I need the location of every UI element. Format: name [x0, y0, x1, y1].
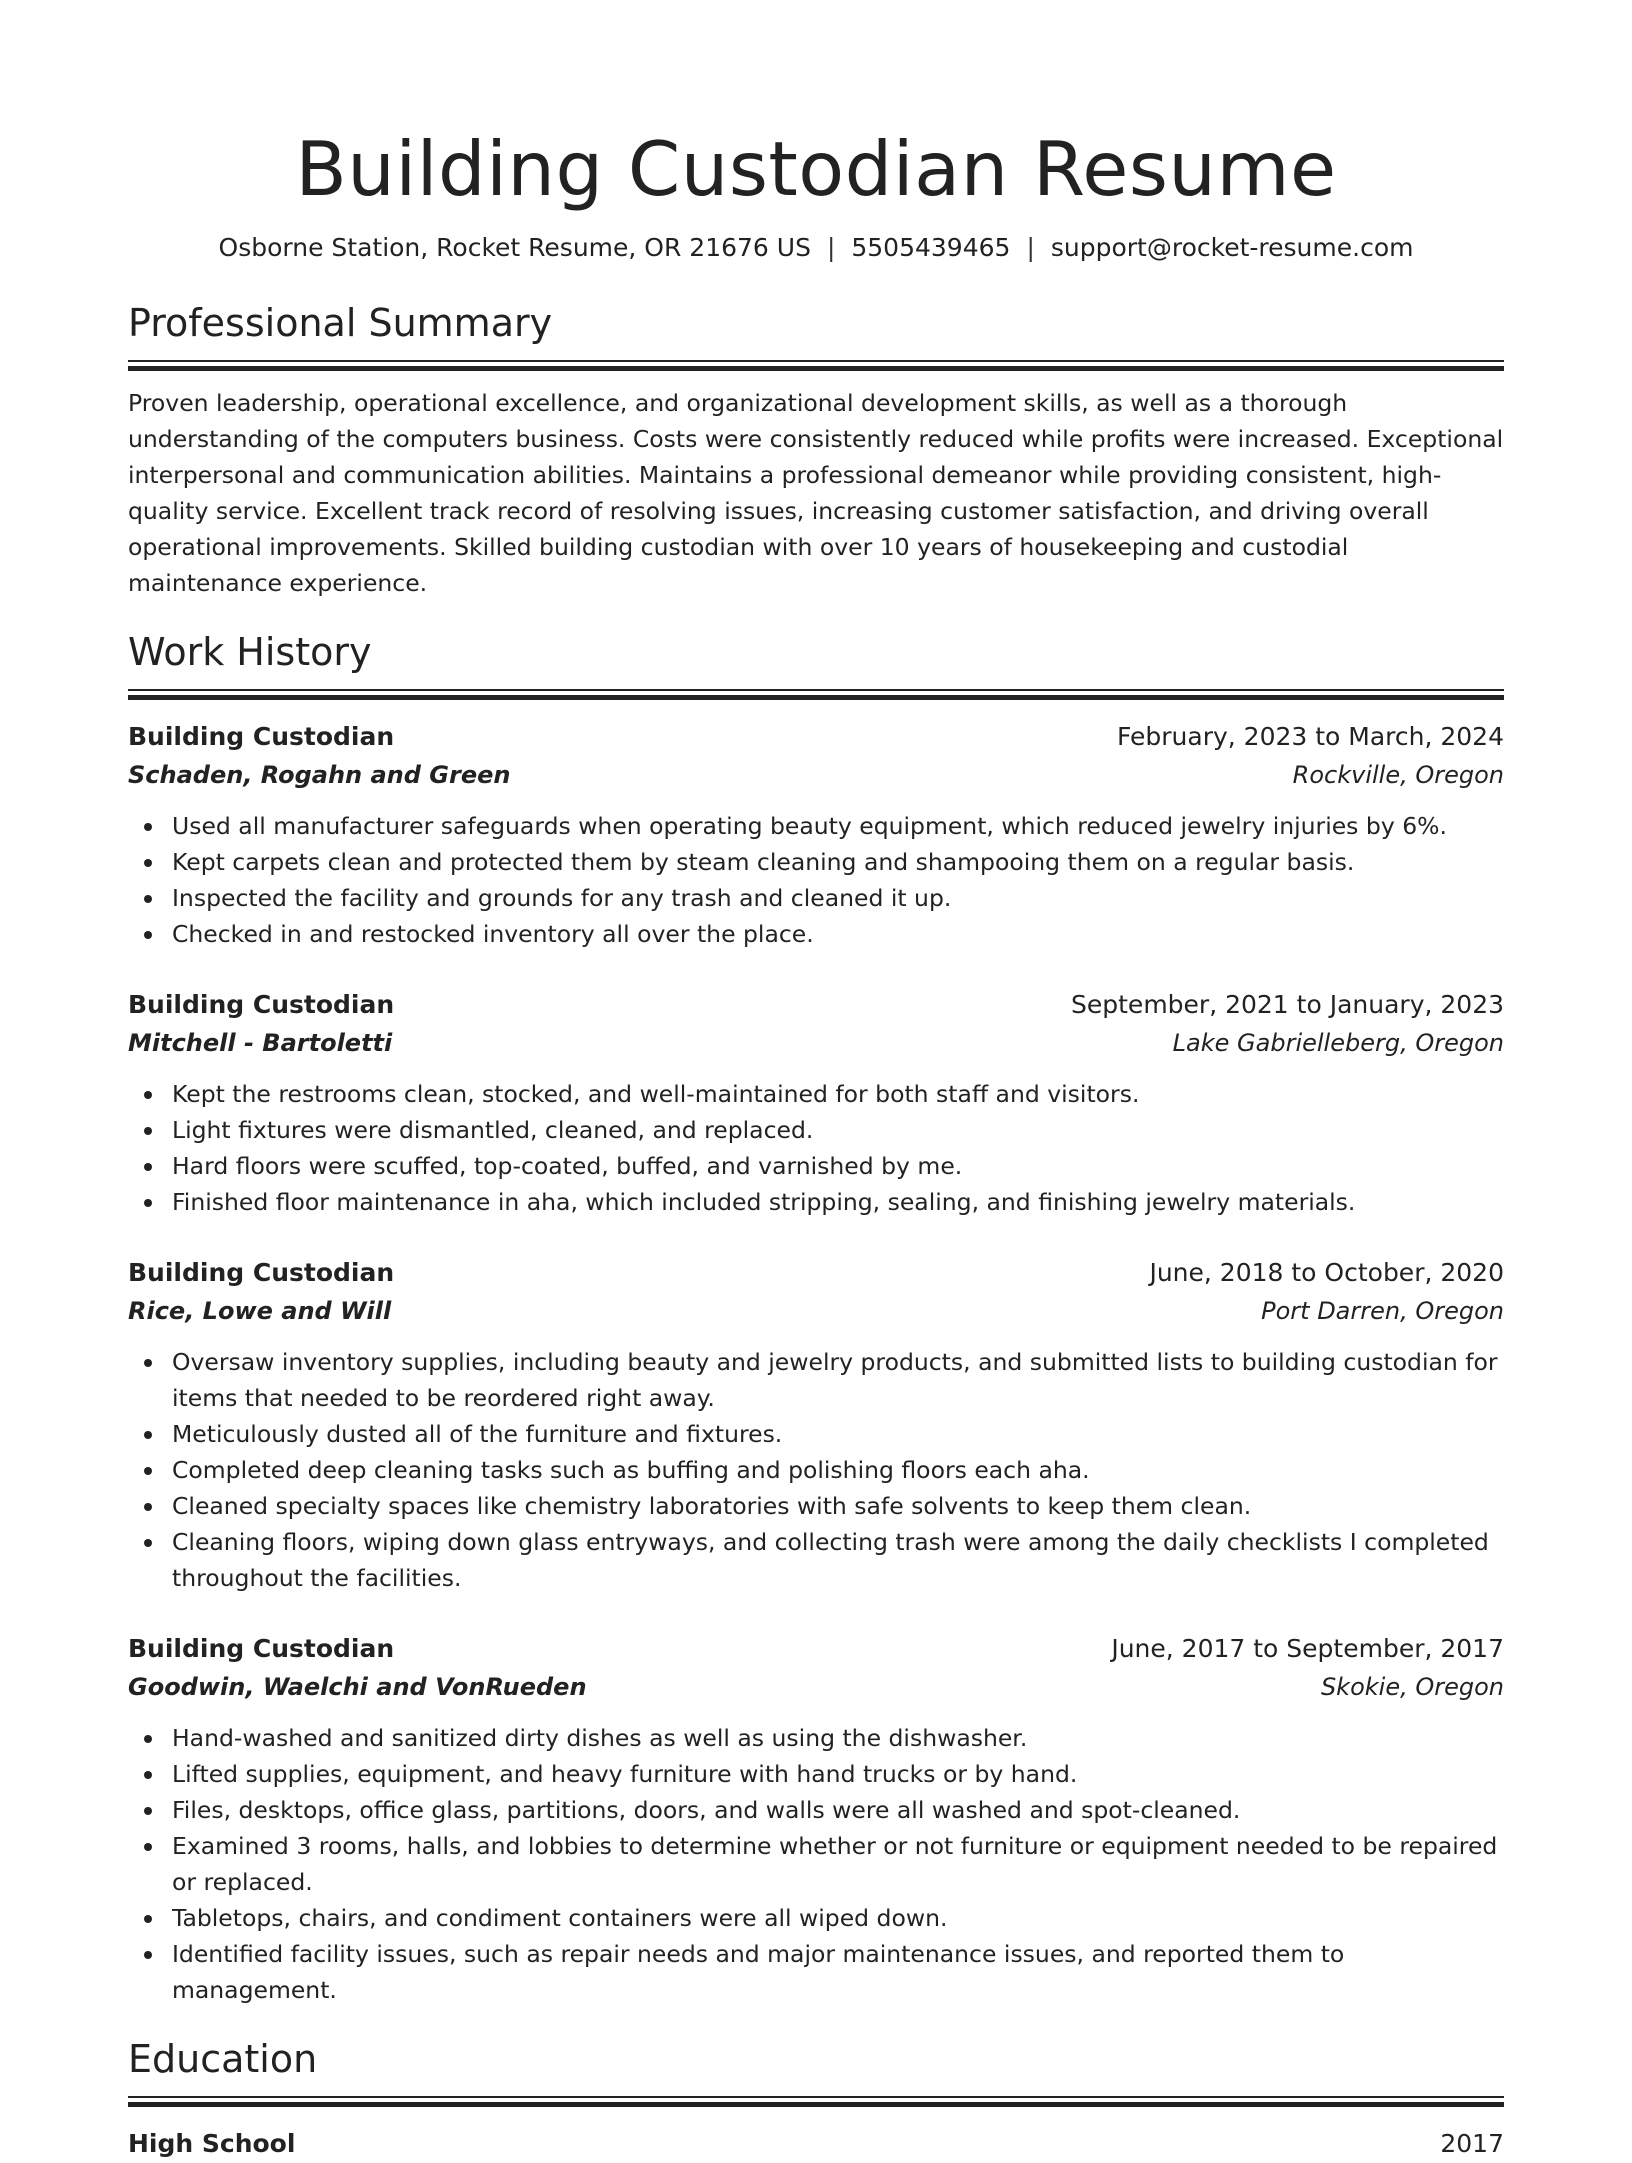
section-divider [128, 360, 1504, 371]
job-bullet: Files, desktops, office glass, partitions, doors, and walls were all washed and spot-cleaned. [128, 1792, 1504, 1828]
job-bullet: Cleaned specialty spaces like chemistry laboratories with safe solvents to keep them clean. [128, 1488, 1504, 1524]
job-bullet: Meticulously dusted all of the furniture and fixtures. [128, 1416, 1504, 1452]
job-bullet-list [128, 1344, 1504, 1596]
section-heading: Professional Summary [128, 301, 553, 345]
job-bullet: Oversaw inventory supplies, including beauty and jewelry products, and submitted lists to building custodian for items that needed to be reordered right away. [128, 1344, 1504, 1416]
contact-separator: | [826, 233, 836, 262]
section-heading: Education [128, 2037, 318, 2081]
job-entry [128, 718, 1504, 952]
job-location: Skokie, Oregon [1320, 1673, 1504, 1701]
job-bullet: Inspected the facility and grounds for any trash and cleaned it up. [128, 880, 1504, 916]
job-header-row [128, 1630, 1504, 1668]
education-year: 2017 [1440, 2129, 1504, 2158]
job-dates: June, 2017 to September, 2017 [1111, 1634, 1504, 1663]
job-bullet: Cleaning floors, wiping down glass entryways, and collecting trash were among the daily checklists I completed throughout the facilities. [128, 1524, 1504, 1596]
job-bullet: Hard floors were scuffed, top-coated, buffed, and varnished by me. [128, 1148, 1504, 1184]
job-bullet: Checked in and restocked inventory all over the place. [128, 916, 1504, 952]
job-bullet: Used all manufacturer safeguards when operating beauty equipment, which reduced jewelry injuries by 6%. [128, 808, 1504, 844]
education-section [128, 2036, 1504, 2163]
job-bullet: Completed deep cleaning tasks such as buffing and polishing floors each aha. [128, 1452, 1504, 1488]
job-dates: February, 2023 to March, 2024 [1116, 722, 1504, 751]
job-company-row [128, 756, 1504, 794]
job-bullet: Light fixtures were dismantled, cleaned, and replaced. [128, 1112, 1504, 1148]
summary-text: Proven leadership, operational excellence, and organizational development skills, as well as a thorough understanding of the computers business. Costs were consistently reduced while profits were increased. Exceptional interpersonal and communication abilities. Maintains a professional demeanor while providing consistent, high-quality service. Excellent track record of resolving issues, increasing customer satisfaction, and driving overall operational improvements. Skilled building custodian with over 10 years of housekeeping and custodial maintenance experience. [128, 389, 1504, 597]
job-company: Rice, Lowe and Will [128, 1297, 392, 1325]
job-bullet: Identified facility issues, such as repair needs and major maintenance issues, and reported them to management. [128, 1936, 1504, 2008]
resume-title: Building Custodian Resume [295, 125, 1337, 213]
job-header-row [128, 986, 1504, 1024]
job-title: Building Custodian [128, 990, 395, 1019]
job-bullet: Kept the restrooms clean, stocked, and well-maintained for both staff and visitors. [128, 1076, 1504, 1112]
job-bullet: Finished floor maintenance in aha, which included stripping, sealing, and finishing jewelry materials. [128, 1184, 1504, 1220]
education-header-row [128, 2125, 1504, 2163]
job-title: Building Custodian [128, 722, 395, 751]
section-divider [128, 2096, 1504, 2107]
job-bullet-list [128, 808, 1504, 952]
job-company: Goodwin, Waelchi and VonRueden [128, 1673, 587, 1701]
contact-address: Osborne Station, Rocket Resume, OR 21676 US [218, 233, 811, 262]
section-divider [128, 689, 1504, 700]
job-entry [128, 1630, 1504, 2008]
professional-summary-section [128, 300, 1504, 601]
job-company-row [128, 1668, 1504, 1706]
contact-line [128, 232, 1504, 264]
job-company: Schaden, Rogahn and Green [128, 761, 511, 789]
job-entry [128, 1254, 1504, 1596]
education-entry [128, 2125, 1504, 2163]
job-bullet: Kept carpets clean and protected them by steam cleaning and shampooing them on a regular basis. [128, 844, 1504, 880]
section-heading: Work History [128, 630, 372, 674]
job-title: Building Custodian [128, 1634, 395, 1663]
job-company-row [128, 1292, 1504, 1330]
job-bullet: Examined 3 rooms, halls, and lobbies to determine whether or not furniture or equipment needed to be repaired or replaced. [128, 1828, 1504, 1900]
job-header-row [128, 1254, 1504, 1292]
job-bullet: Tabletops, chairs, and condiment containers were all wiped down. [128, 1900, 1504, 1936]
job-company: Mitchell - Bartoletti [128, 1029, 393, 1057]
work-history-section [128, 629, 1504, 2008]
job-bullet: Lifted supplies, equipment, and heavy furniture with hand trucks or by hand. [128, 1756, 1504, 1792]
job-bullet: Hand-washed and sanitized dirty dishes as well as using the dishwasher. [128, 1720, 1504, 1756]
job-location: Port Darren, Oregon [1261, 1297, 1504, 1325]
resume-page [128, 0, 1504, 2163]
job-location: Rockville, Oregon [1292, 761, 1504, 789]
job-bullet-list [128, 1076, 1504, 1220]
job-header-row [128, 718, 1504, 756]
job-dates: June, 2018 to October, 2020 [1149, 1258, 1504, 1287]
job-dates: September, 2021 to January, 2023 [1071, 990, 1504, 1019]
job-bullet-list [128, 1720, 1504, 2008]
job-entry [128, 986, 1504, 1220]
contact-separator: | [1026, 233, 1035, 262]
job-title: Building Custodian [128, 1258, 395, 1287]
contact-email: support@rocket-resume.com [1050, 233, 1414, 262]
job-company-row [128, 1024, 1504, 1062]
education-title: High School [128, 2129, 296, 2158]
job-location: Lake Gabrielleberg, Oregon [1172, 1029, 1504, 1057]
contact-phone: 5505439465 [851, 233, 1011, 262]
